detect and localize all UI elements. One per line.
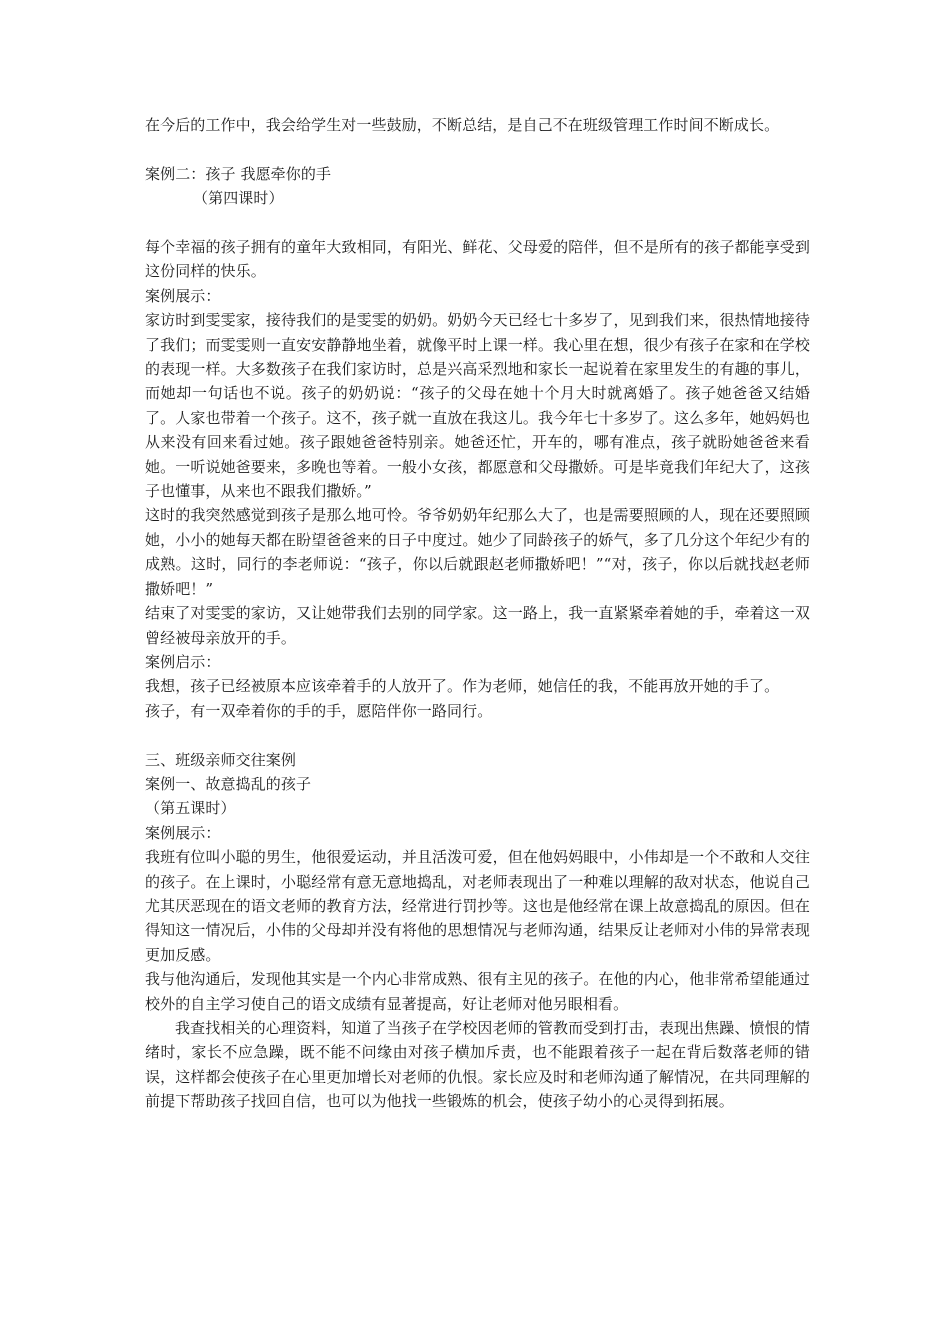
case2-story-2: 这时的我突然感觉到孩子是那么地可怜。爷爷奶奶年纪那么大了，也是需要照顾的人，现在还要照顾她，小小的她每天都在盼望爸爸来的日子中度过。她少了同龄孩子的娇气，多了几分这个年纪少有的成熟。这时，同行的李老师说：“孩子，你以后就跟赵老师撒娇吧！”“对，孩子，你以后就找赵老师撒娇吧！”	[145, 506, 810, 598]
case2-show-label: 案例展示：	[145, 286, 221, 305]
case3-story-3: 我查找相关的心理资料，知道了当孩子在学校因老师的管教而受到打击，表现出焦躁、愤恨的情绪时，家长不应急躁，既不能不问缘由对孩子横加斥责，也不能跟着孩子一起在背后数落老师的错误，这样都会使孩子在心里更加增长对老师的仇恨。家长应及时和老师沟通了解情况，在共同理解的前提下帮助孩子找回自信，也可以为他找一些锻炼的机会，使孩子幼小的心灵得到拓展。	[145, 1018, 810, 1111]
case3-story-1: 我班有位叫小聪的男生，他很爱运动，并且活泼可爱，但在他妈妈眼中，小伟却是一个不敢和人交往的孩子。在上课时，小聪经常有意无意地捣乱，对老师表现出了一种难以理解的敌对状态，他说自己尤其厌恶现在的语文老师的教育方法，经常进行罚抄等。这也是他经常在课上故意捣乱的原因。但在得知这一情况后，小伟的父母却并没有将他的思想情况与老师沟通，结果反让老师对小伟的异常表现更加反感。	[145, 848, 810, 964]
case2-title: 案例二：孩子 我愿牵你的手	[145, 164, 332, 183]
spacer	[145, 723, 810, 747]
case2-insight-2: 孩子，有一双牵着你的手的手，愿陪伴你一路同行。	[145, 701, 493, 720]
case2-insight-label: 案例启示：	[145, 652, 221, 671]
case3-title: 案例一、故意捣乱的孩子	[145, 774, 312, 793]
document-body	[145, 113, 810, 1114]
case2-intro: 每个幸福的孩子拥有的童年大致相同，有阳光、鲜花、父母爱的陪伴，但不是所有的孩子都能享受到这份同样的快乐。	[145, 238, 810, 281]
case2-story-3: 结束了对雯雯的家访，又让她带我们去别的同学家。这一路上，我一直紧紧牵着她的手，牵着这一双曾经被母亲放开的手。	[145, 604, 810, 647]
spacer	[145, 137, 810, 161]
case3-show-label: 案例展示：	[145, 823, 221, 842]
section3-title: 三、班级亲师交往案例	[145, 750, 297, 769]
case2-insight-1: 我想，孩子已经被原本应该牵着手的人放开了。作为老师，她信任的我，不能再放开她的手了。	[145, 677, 780, 696]
intro-paragraph: 在今后的工作中，我会给学生对一些鼓励，不断总结，是自己不在班级管理工作时间不断成长。	[145, 116, 780, 134]
case3-story-2: 我与他沟通后，发现他其实是一个内心非常成熟、很有主见的孩子。在他的内心，他非常希望能通过校外的自主学习使自己的语文成绩有显著提高，好让老师对他另眼相看。	[145, 970, 810, 1013]
spacer	[145, 211, 810, 235]
case2-story-1: 家访时到雯雯家，接待我们的是雯雯的奶奶。奶奶今天已经七十多岁了，见到我们来，很热情地接待了我们；而雯雯则一直安安静静地坐着，就像平时上课一样。我心里在想，很少有孩子在家和在学校的表现一样。大多数孩子在我们家访时，总是兴高采烈地和家长一起说着在家里发生的有趣的事儿，而她却一句话也不说。孩子的奶奶说：“孩子的父母在她十个月大时就离婚了。孩子她爸爸又结婚了。人家也带着一个孩子。这不，孩子就一直放在我这儿。我今年七十多岁了。这么多年，她妈妈也从来没有回来看过她。孩子跟她爸爸特别亲。她爸还忙，开车的，哪有准点，孩子就盼她爸爸来看她。一听说她爸要来，多晚也等着。一般小女孩，都愿意和父母撒娇。可是毕竟我们年纪大了，这孩子也懂事，从来也不跟我们撒娇。”	[145, 311, 810, 501]
case2-lesson: （第四课时）	[193, 189, 284, 208]
case3-lesson: （第五课时）	[145, 799, 236, 818]
